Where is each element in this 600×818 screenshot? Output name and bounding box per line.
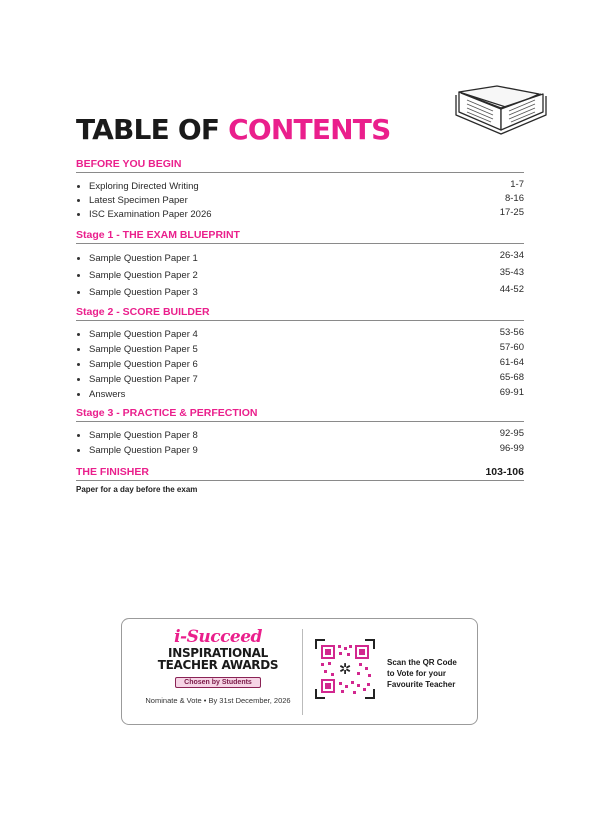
item-label: Sample Question Paper 2 (89, 270, 198, 281)
section-before-you-begin (76, 158, 524, 173)
item-pages: 69-91 (499, 387, 524, 398)
title-text: TABLE OF (76, 113, 220, 146)
item-pages: 8-16 (504, 193, 524, 204)
section-pages: 103-106 (485, 466, 524, 478)
list-item[interactable] (76, 250, 524, 267)
section-items (76, 179, 524, 221)
item-label: Sample Question Paper 3 (89, 287, 198, 298)
section-heading: BEFORE YOU BEGIN (76, 158, 182, 170)
list-item[interactable] (76, 357, 524, 372)
section-stage-3 (76, 407, 524, 422)
bullet-dot-icon (77, 434, 80, 437)
section-heading: THE FINISHER (76, 466, 149, 478)
item-pages: 35-43 (499, 267, 524, 278)
item-pages: 96-99 (499, 443, 524, 454)
table-of-contents (76, 158, 524, 494)
item-label: Exploring Directed Writing (89, 180, 199, 192)
item-pages: 57-60 (499, 342, 524, 353)
award-banner (121, 618, 478, 725)
ribbon-label: Chosen by Students (175, 677, 261, 688)
scan-line-1: Scan the QR Code (387, 658, 457, 667)
list-item[interactable] (76, 428, 524, 443)
item-pages: 65-68 (499, 372, 524, 383)
page-title (76, 113, 390, 146)
award-line-1: INSPIRATIONAL (168, 646, 268, 660)
section-heading: Stage 3 - PRACTICE & PERFECTION (76, 407, 258, 419)
list-item[interactable] (76, 443, 524, 458)
item-pages: 61-64 (499, 357, 524, 368)
scan-line-3: Favourite Teacher (387, 680, 456, 689)
section-subtitle: Paper for a day before the exam (76, 485, 198, 494)
section-items (76, 428, 524, 458)
qr-code[interactable] (315, 639, 375, 699)
item-pages: 92-95 (499, 428, 524, 439)
item-label: Sample Question Paper 9 (89, 445, 198, 456)
bullet-dot-icon (77, 274, 80, 277)
scan-instructions (387, 657, 457, 690)
section-items (76, 250, 524, 301)
section-heading: Stage 2 - SCORE BUILDER (76, 306, 210, 318)
bullet-dot-icon (77, 393, 80, 396)
list-item[interactable] (76, 193, 524, 207)
item-pages: 17-25 (499, 207, 524, 218)
item-label: Sample Question Paper 6 (89, 359, 198, 370)
item-pages: 53-56 (499, 327, 524, 338)
item-label: Answers (89, 389, 126, 400)
list-item[interactable] (76, 387, 524, 402)
bullet-dot-icon (77, 333, 80, 336)
bullet-dot-icon (77, 291, 80, 294)
bullet-dot-icon (77, 348, 80, 351)
bullet-dot-icon (77, 185, 80, 188)
bullet-dot-icon (77, 199, 80, 202)
bullet-dot-icon (77, 257, 80, 260)
section-stage-1 (76, 229, 524, 244)
section-the-finisher (76, 466, 524, 481)
list-item[interactable] (76, 327, 524, 342)
list-item[interactable] (76, 372, 524, 387)
list-item[interactable] (76, 267, 524, 284)
list-item[interactable] (76, 207, 524, 221)
scan-line-2: to Vote for your (387, 669, 446, 678)
item-label: Sample Question Paper 4 (89, 329, 198, 340)
section-stage-2 (76, 306, 524, 321)
svg-text:✲: ✲ (338, 660, 352, 678)
item-label: Sample Question Paper 1 (89, 253, 198, 264)
item-pages: 26-34 (499, 250, 524, 261)
open-book-icon (453, 78, 548, 136)
title-accent-text: CONTENTS (228, 113, 391, 146)
item-pages: 1-7 (510, 179, 524, 190)
list-item[interactable] (76, 342, 524, 357)
item-label: Sample Question Paper 5 (89, 344, 198, 355)
section-heading: Stage 1 - THE EXAM BLUEPRINT (76, 229, 240, 241)
nominate-text: Nominate & Vote • By 31st December, 2026 (145, 696, 291, 705)
brand-name: i-Succeed (174, 627, 262, 647)
item-label: Sample Question Paper 8 (89, 430, 198, 441)
list-item[interactable] (76, 284, 524, 301)
item-pages: 44-52 (499, 284, 524, 295)
item-label: Sample Question Paper 7 (89, 374, 198, 385)
award-logo (142, 627, 294, 705)
bullet-dot-icon (77, 213, 80, 216)
section-items (76, 327, 524, 402)
item-label: Latest Specimen Paper (89, 194, 188, 206)
list-item[interactable] (76, 179, 524, 193)
award-line-2: TEACHER AWARDS (157, 658, 279, 672)
bullet-dot-icon (77, 378, 80, 381)
bullet-dot-icon (77, 449, 80, 452)
divider (302, 629, 303, 715)
item-label: ISC Examination Paper 2026 (89, 208, 212, 220)
bullet-dot-icon (77, 363, 80, 366)
